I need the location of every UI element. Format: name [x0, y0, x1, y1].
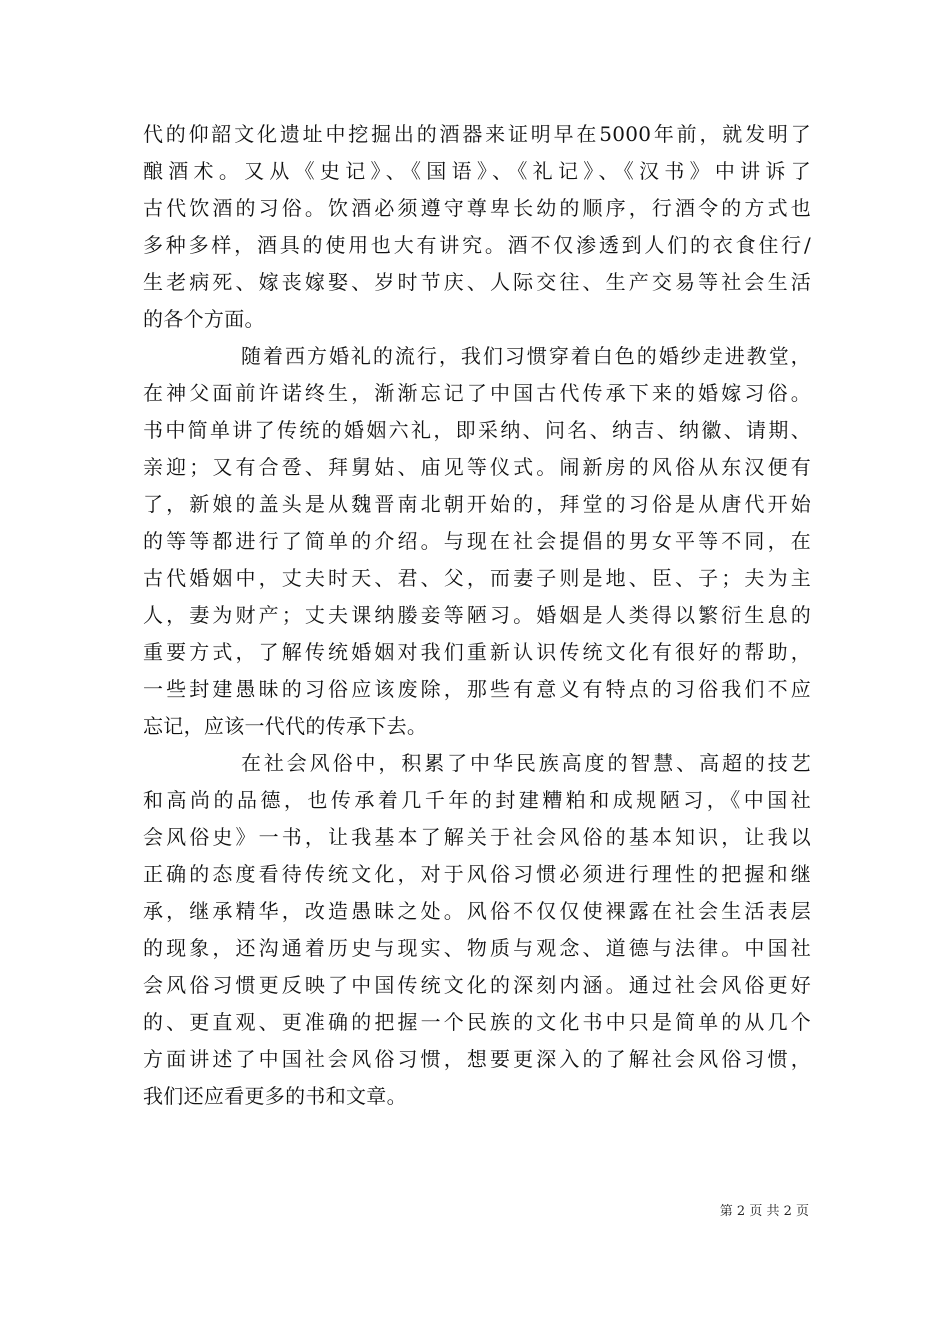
text-line: 亲迎；又有合卺、拜舅姑、庙见等仪式。闹新房的风俗从东汉便有: [143, 455, 811, 479]
text-line: 多种多样，酒具的使用也大有讲究。酒不仅渗透到人们的衣食住行/: [143, 233, 811, 257]
text-line: 生老病死、嫁丧嫁娶、岁时节庆、人际交往、生产交易等社会生活: [143, 270, 811, 294]
text-line: 忘记，应该一代代的传承下去。: [143, 714, 428, 738]
text-line: 随着西方婚礼的流行，我们习惯穿着白色的婚纱走进教堂，: [241, 344, 811, 368]
text-line: 在神父面前许诺终生，渐渐忘记了中国古代传承下来的婚嫁习俗。: [143, 381, 811, 405]
text-line: 古代婚姻中，丈夫时天、君、父，而妻子则是地、臣、子；夫为主: [143, 566, 811, 590]
text-line: 重要方式，了解传统婚姻对我们重新认识传统文化有很好的帮助，: [143, 640, 811, 664]
text-line: 我们还应看更多的书和文章。: [143, 1084, 407, 1108]
document-body: [143, 116, 811, 1115]
text-line: 一些封建愚昧的习俗应该废除，那些有意义有特点的习俗我们不应: [143, 677, 811, 701]
text-line: 承，继承精华，改造愚昧之处。风俗不仅仅使裸露在社会生活表层: [143, 899, 811, 923]
text-line: 和高尚的品德，也传承着几千年的封建糟粕和成规陋习，《中国社: [143, 788, 811, 812]
text-line: 代的仰韶文化遗址中挖掘出的酒器来证明早在5000年前，就发明了: [143, 122, 811, 146]
paragraph-social-customs: [143, 745, 811, 1115]
text-line: 酿酒术。又从《史记》、《国语》、《礼记》、《汉书》中讲诉了: [143, 159, 811, 183]
paragraph-marriage-customs: [143, 338, 811, 745]
text-line: 正确的态度看待传统文化，对于风俗习惯必须进行理性的把握和继: [143, 862, 811, 886]
text-line: 方面讲述了中国社会风俗习惯，想要更深入的了解社会风俗习惯，: [143, 1047, 811, 1071]
text-line: 人，妻为财产；丈夫课纳媵妾等陋习。婚姻是人类得以繁衍生息的: [143, 603, 811, 627]
page-number-footer: 第 2 页 共 2 页: [719, 1204, 809, 1219]
text-line: 的等等都进行了简单的介绍。与现在社会提倡的男女平等不同，在: [143, 529, 811, 553]
text-line: 了，新娘的盖头是从魏晋南北朝开始的，拜堂的习俗是从唐代开始: [143, 492, 811, 516]
text-line: 会风俗习惯更反映了中国传统文化的深刻内涵。通过社会风俗更好: [143, 973, 811, 997]
text-line: 古代饮酒的习俗。饮酒必须遵守尊卑长幼的顺序，行酒令的方式也: [143, 196, 811, 220]
text-line: 的、更直观、更准确的把握一个民族的文化书中只是简单的从几个: [143, 1010, 811, 1034]
text-line: 会风俗史》一书，让我基本了解关于社会风俗的基本知识，让我以: [143, 825, 811, 849]
text-line: 的现象，还沟通着历史与现实、物质与观念、道德与法律。中国社: [143, 936, 811, 960]
text-line: 书中简单讲了传统的婚姻六礼，即采纳、问名、纳吉、纳徽、请期、: [143, 418, 811, 442]
paragraph-wine-customs: [143, 116, 811, 338]
text-line: 的各个方面。: [143, 307, 265, 331]
text-line: 在社会风俗中，积累了中华民族高度的智慧、高超的技艺: [241, 751, 811, 775]
